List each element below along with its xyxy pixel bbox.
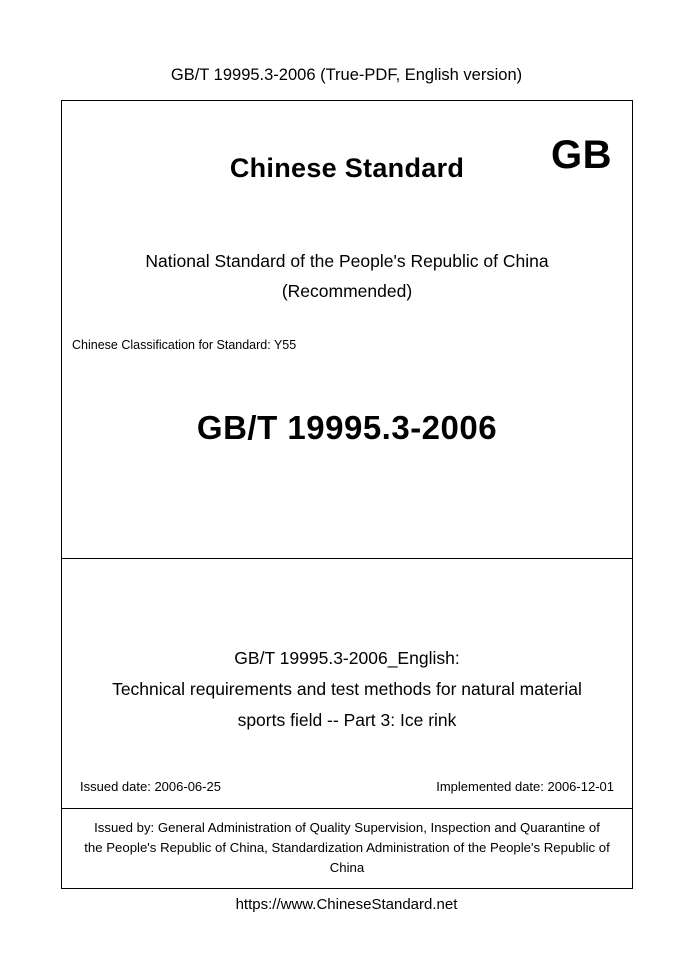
cover-upper-section [62, 101, 632, 559]
title-row [62, 101, 632, 201]
issued-by-line-3: China [329, 860, 365, 875]
subtitle-line-1: National Standard of the People's Republic of China [145, 251, 549, 271]
classification-code: Chinese Classification for Standard: Y55 [72, 338, 297, 352]
cover-lower-section [62, 559, 632, 809]
subtitle-block [62, 246, 632, 306]
issued-by-line-2: the People's Republic of China, Standardization Administration of the People's Republic of [84, 840, 610, 855]
dates-row [62, 779, 632, 794]
issued-by-line-1: Issued by: General Administration of Quality Supervision, Inspection and Quarantine of [94, 820, 600, 835]
footer-website-link[interactable]: https://www.ChineseStandard.net [235, 896, 458, 913]
issued-by-block [62, 809, 632, 887]
document-title-line-1: GB/T 19995.3-2006_English: [234, 648, 460, 668]
page-header-caption: GB/T 19995.3-2006 (True-PDF, English version) [170, 66, 523, 84]
document-title [70, 643, 624, 736]
gb-logo-mark: GB [551, 133, 612, 177]
subtitle-line-2: (Recommended) [281, 281, 413, 301]
document-title-line-3: sports field -- Part 3: Ice rink [237, 710, 457, 730]
standard-cover-box [61, 100, 633, 889]
document-title-line-2: Technical requirements and test methods for natural material [112, 679, 582, 699]
main-title: Chinese Standard [229, 153, 465, 183]
issued-date: Issued date: 2006-06-25 [80, 779, 221, 794]
implemented-date: Implemented date: 2006-12-01 [436, 779, 614, 794]
standard-number: GB/T 19995.3-2006 [196, 409, 498, 446]
